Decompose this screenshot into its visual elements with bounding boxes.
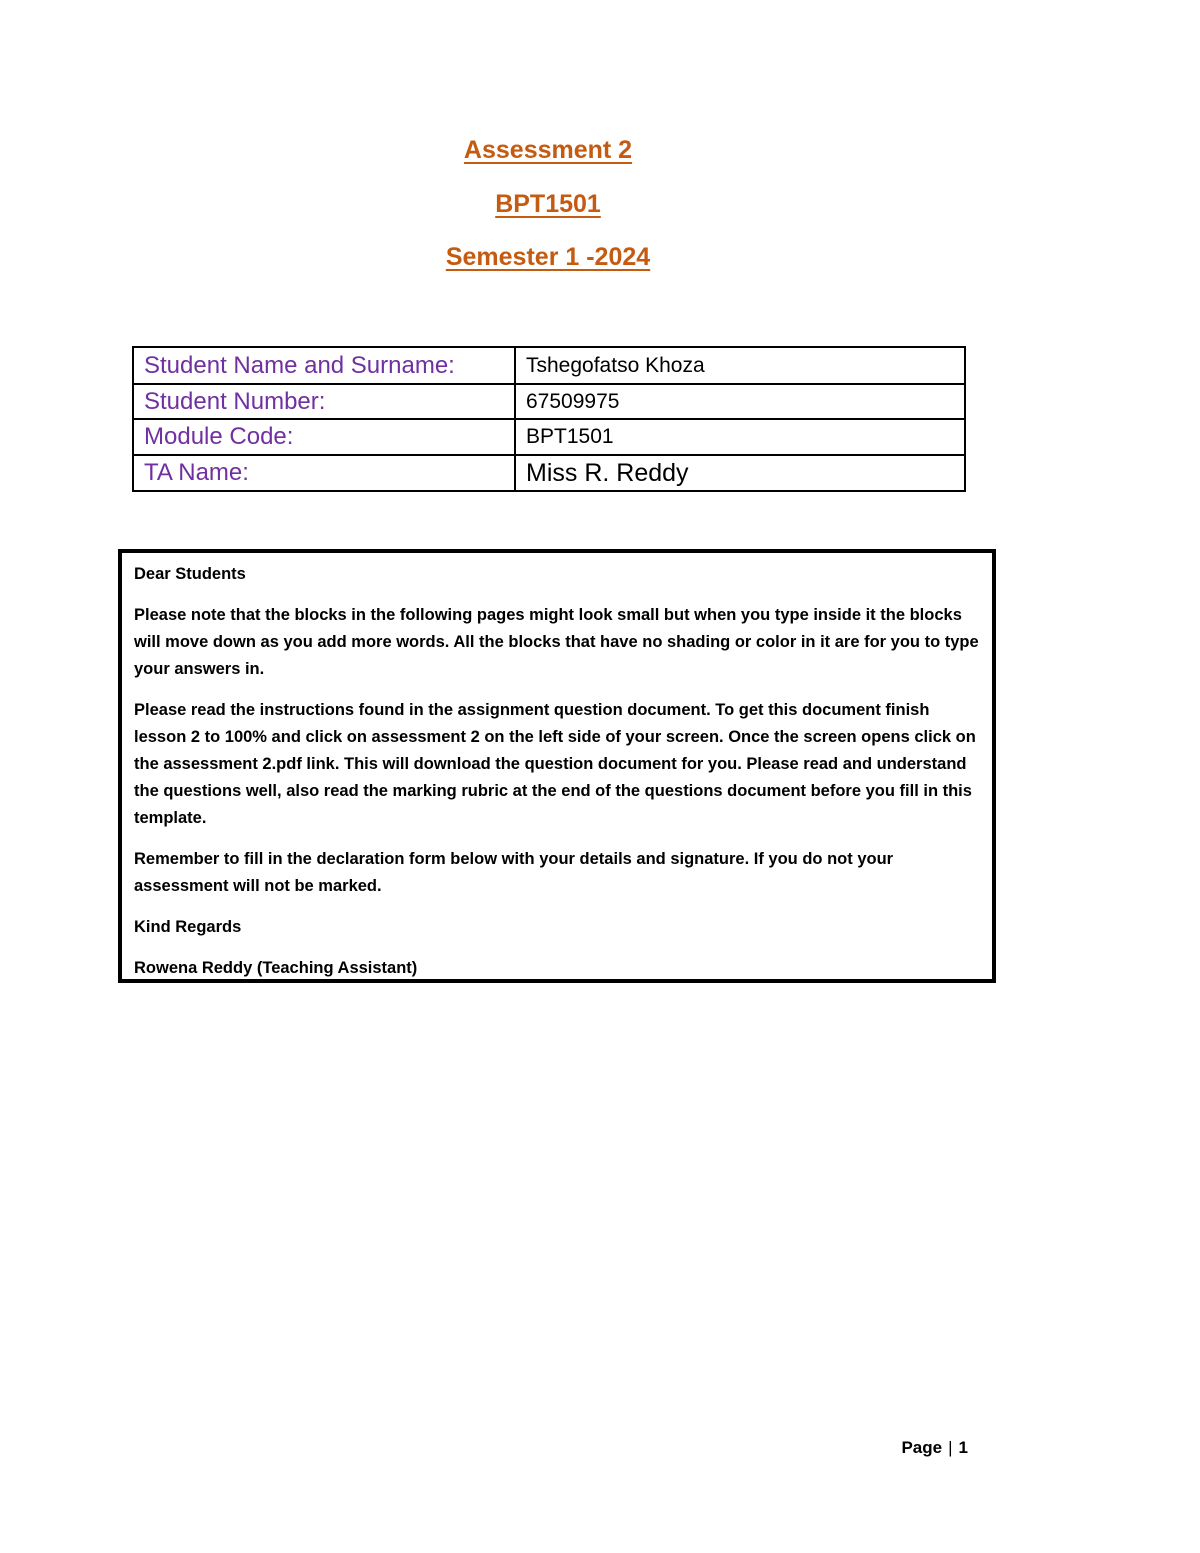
table-row xyxy=(133,455,965,491)
ta-name-label: TA Name: xyxy=(133,455,515,491)
page-separator: | xyxy=(948,1438,953,1457)
page-label: Page xyxy=(901,1438,943,1457)
notice-paragraph-1: Please note that the blocks in the following pages might look small but when you type inside it the blocks will move down as you add more words. All the blocks that have no shading or color in it are for you to type your answers in. xyxy=(134,606,979,678)
module-code-title: BPT1501 xyxy=(495,190,601,218)
notice-greeting: Dear Students xyxy=(134,565,246,583)
notice-closing: Kind Regards xyxy=(134,918,242,936)
module-code-label: Module Code: xyxy=(133,419,515,455)
student-number-value[interactable]: 67509975 xyxy=(515,384,965,419)
student-name-value[interactable]: Tshegofatso Khoza xyxy=(515,347,965,384)
table-row xyxy=(133,384,965,419)
table-row xyxy=(133,419,965,455)
notice-box xyxy=(118,549,996,983)
student-number-label: Student Number: xyxy=(133,384,515,419)
assessment-title: Assessment 2 xyxy=(463,136,633,164)
page-footer xyxy=(901,1438,968,1458)
table-row xyxy=(133,347,965,384)
notice-paragraph-2: Please read the instructions found in the assignment question document. To get this document finish lesson 2 to 100% and click on assessment 2 on the left side of your screen. Once the screen opens click on the assessment 2.pdf link. This will download the question document for you. Please read and understand the questions well, also read the marking rubric at the end of the questions document before you fill in this template. xyxy=(134,701,976,827)
module-code-value[interactable]: BPT1501 xyxy=(515,419,965,455)
ta-name-value[interactable]: Miss R. Reddy xyxy=(515,455,965,491)
notice-paragraph-3: Remember to fill in the declaration form below with your details and signature. If you do not your assessment will not be marked. xyxy=(134,850,894,895)
page-number: 1 xyxy=(958,1438,968,1457)
notice-signature: Rowena Reddy (Teaching Assistant) xyxy=(134,959,418,977)
semester-title: Semester 1 -2024 xyxy=(445,243,651,271)
student-name-label: Student Name and Surname: xyxy=(133,347,515,384)
student-info-table xyxy=(132,346,966,492)
